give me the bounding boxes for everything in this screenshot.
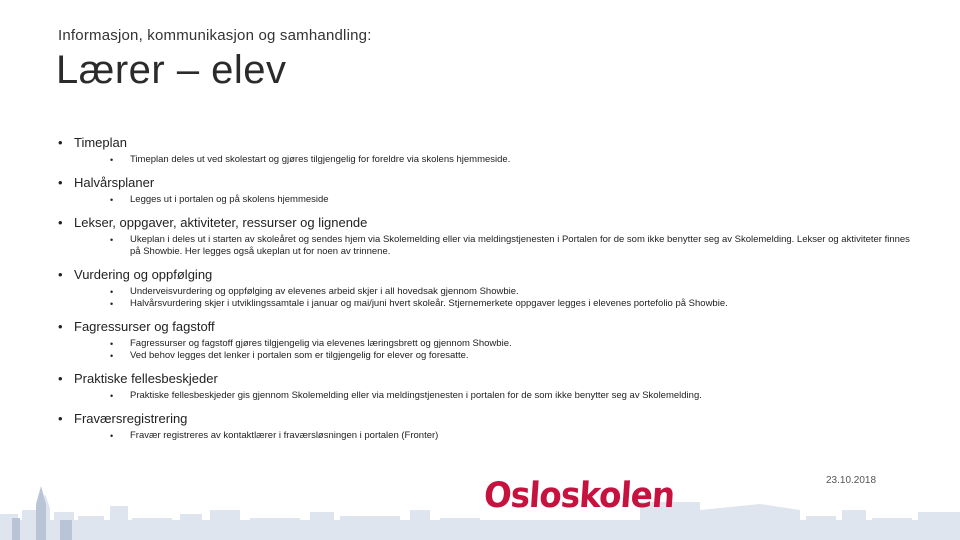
section-heading: • Timeplan [58,134,918,151]
section-heading: • Fagressurser og fagstoff [58,318,918,335]
section-item: • Fravær registreres av kontaktlærer i fraværsløsningen i portalen (Fronter) [110,430,918,442]
section-fravaer [58,410,918,442]
slide-date: 23.10.2018 [826,475,877,486]
osloskolen-logo: Osloskolen [482,476,676,516]
section-halvarsplaner [58,174,918,206]
section-heading: • Lekser, oppgaver, aktiviteter, ressurser og lignende [58,214,918,231]
section-item: • Praktiske fellesbeskjeder gis gjennom Skolemelding eller via meldingstjenesten i portalen for de som ikke benytter seg av Skolemelding. [110,390,918,402]
section-heading: • Fraværsregistrering [58,410,918,427]
section-vurdering [58,266,918,310]
section-timeplan [58,134,918,166]
section-item: • Underveisvurdering og oppfølging av elevenes arbeid skjer i all hovedsak gjennom Showbie. [110,286,918,298]
section-item: • Halvårsvurdering skjer i utviklingssamtale i januar og mai/juni hvert skoleår. Stjernemerkete oppgaver legges i elevenes portefolio på Showbie. [110,298,918,310]
section-heading: • Halvårsplaner [58,174,918,191]
section-heading: • Vurdering og oppfølging [58,266,918,283]
section-item: • Timeplan deles ut ved skolestart og gjøres tilgjengelig for foreldre via skolens hjemmeside. [110,154,918,166]
section-heading: • Praktiske fellesbeskjeder [58,370,918,387]
slide-subtitle: Informasjon, kommunikasjon og samhandling: [58,27,372,44]
section-fagressurser [58,318,918,362]
section-item: • Fagressurser og fagstoff gjøres tilgjengelig via elevenes læringsbrett og gjennom Showbie. [110,338,918,350]
section-item: • Ukeplan i deles ut i starten av skoleåret og sendes hjem via Skolemelding eller via meldingstjenesten i Portalen for de som ikke benytter seg av Skolemelding. Lekser og aktiviteter finnes på Showbie. Her legges også ukeplan ut for noen av trinnene. [110,234,918,258]
bullet-list [58,134,918,442]
slide-title: Lærer – elev [56,48,287,92]
section-item: • Ved behov legges det lenker i portalen som er tilgjengelig for elever og foresatte. [110,350,918,362]
section-lekser [58,214,918,258]
city-skyline-illustration [0,480,960,540]
section-item: • Legges ut i portalen og på skolens hjemmeside [110,194,918,206]
section-praktiske [58,370,918,402]
